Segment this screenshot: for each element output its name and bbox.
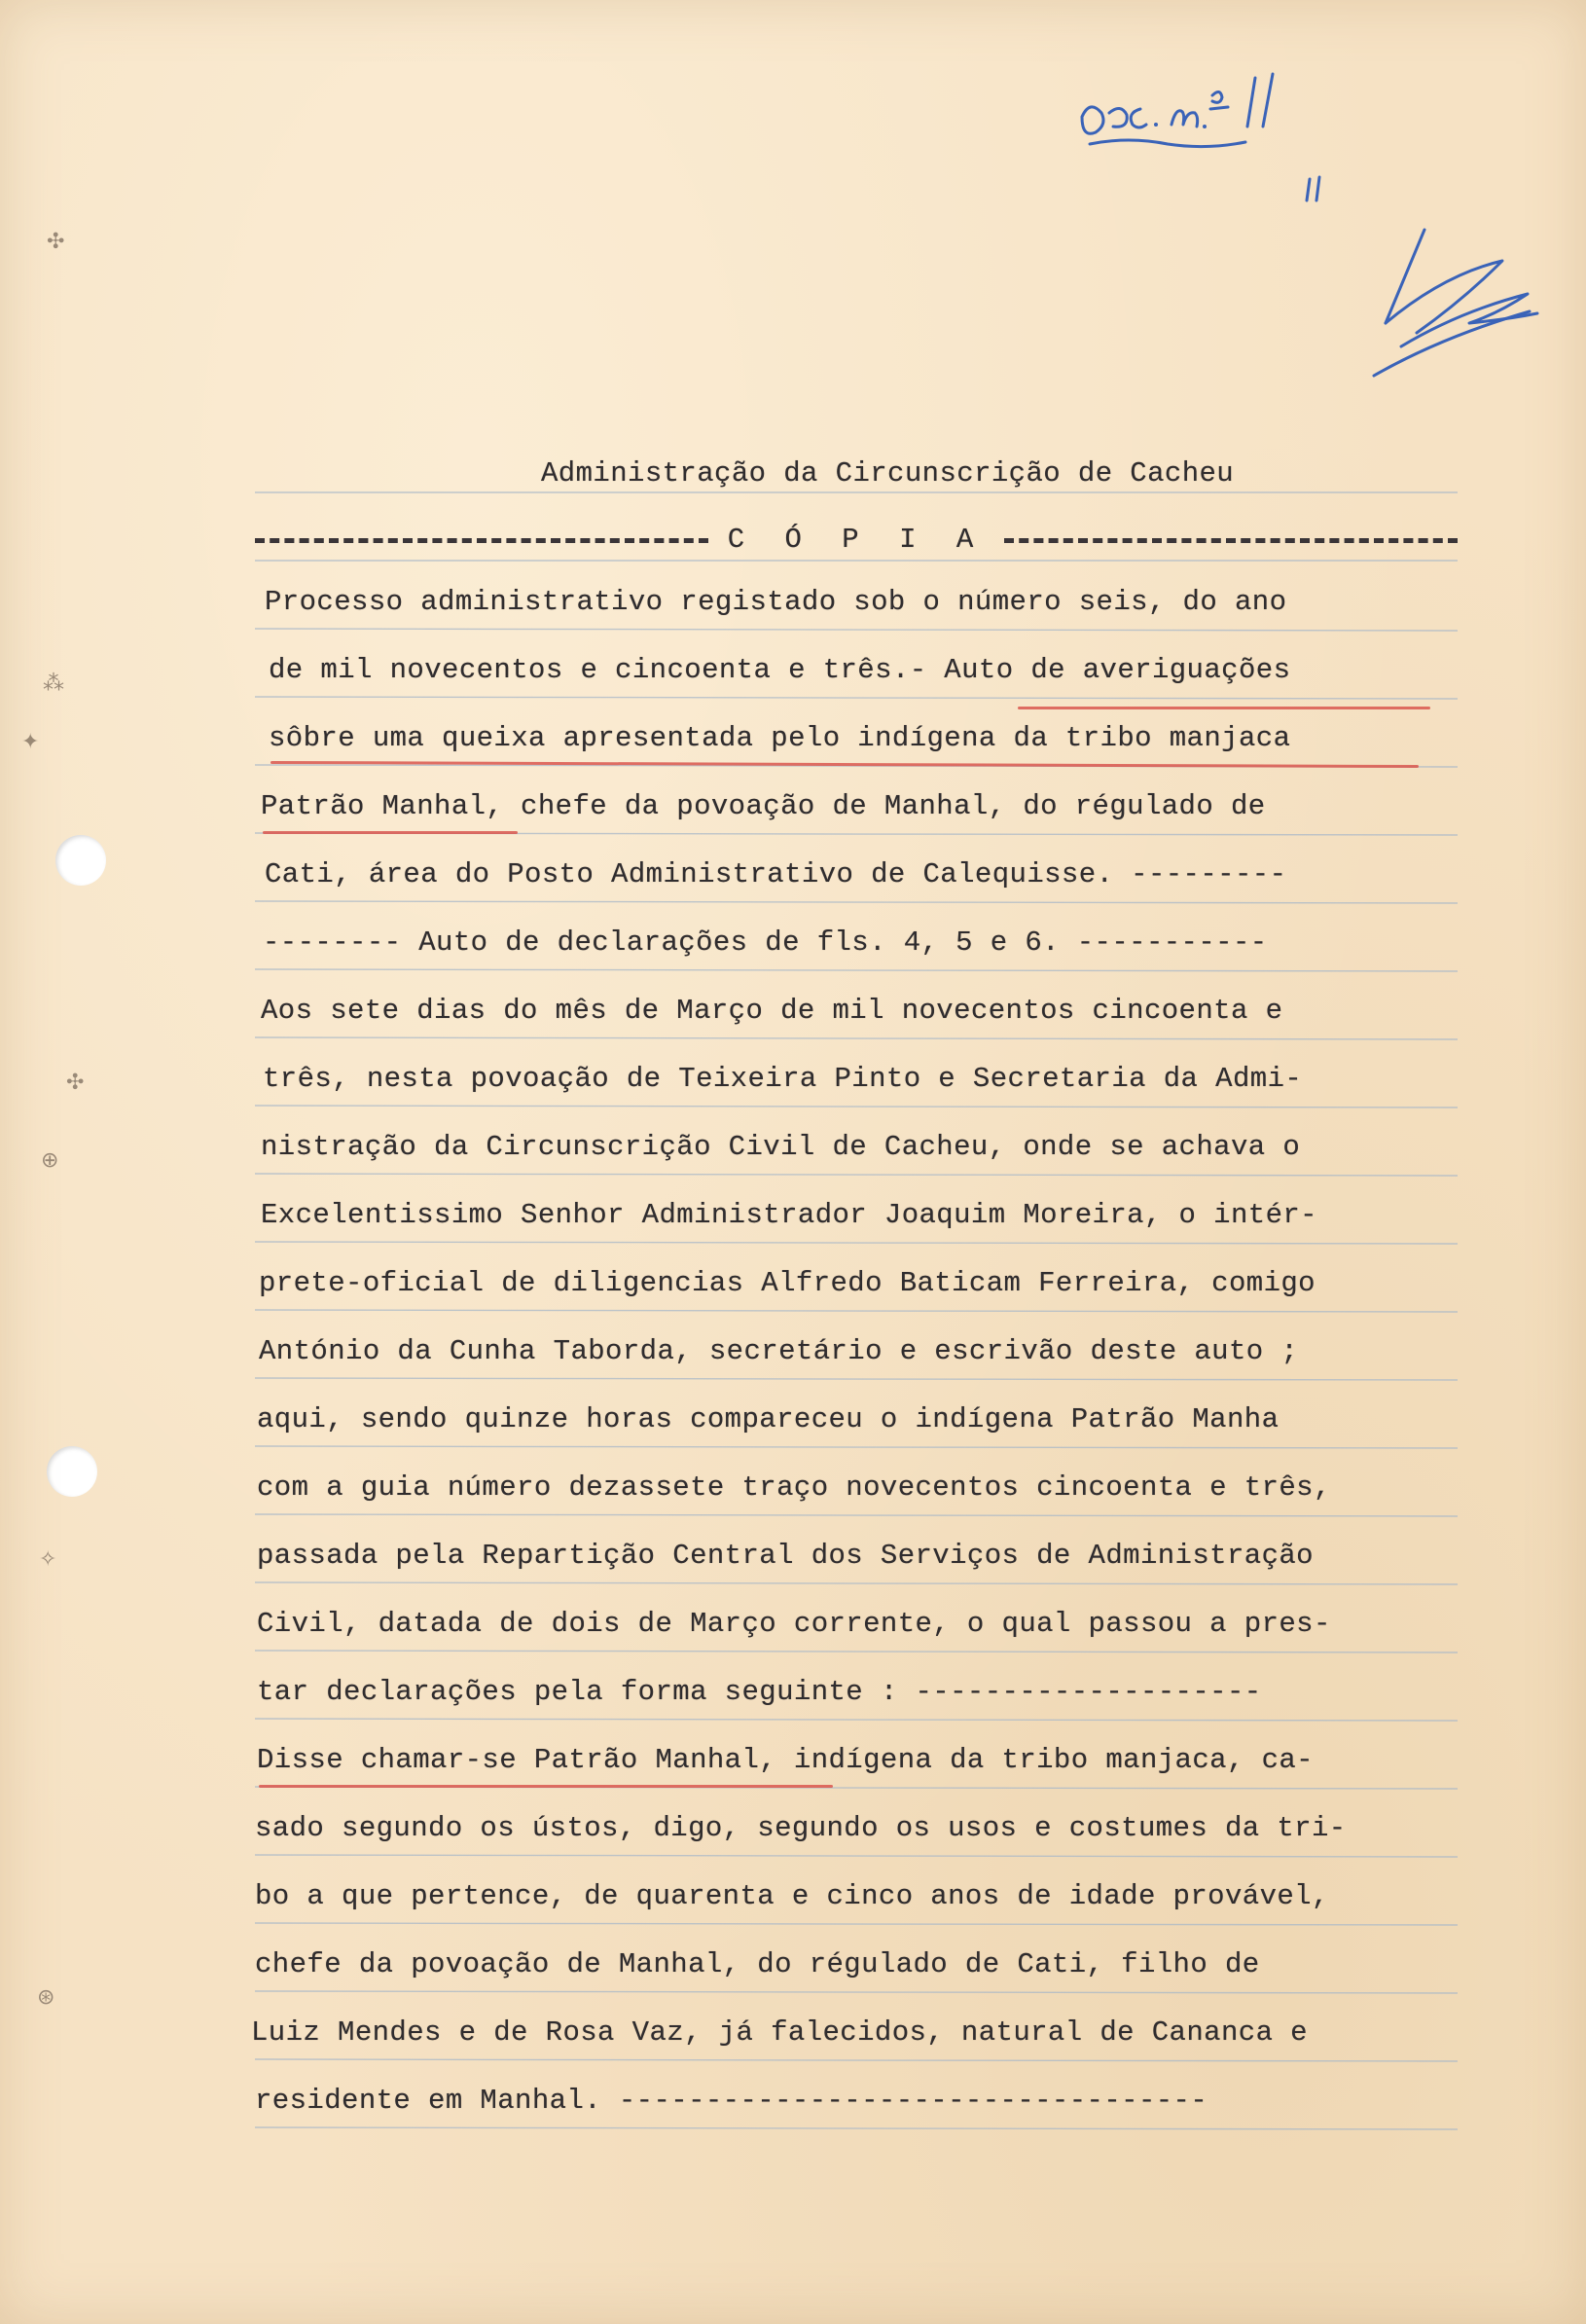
text-line-20: bo a que pertence, de quarenta e cinco anos de idade provável, [255, 1880, 1329, 1912]
text-line-18: Disse chamar-se Patrão Manhal, indígena da tribo manjaca, ca- [257, 1744, 1314, 1776]
text-line-12: António da Cunha Taborda, secretário e escrivão deste auto ; [259, 1335, 1299, 1367]
document-title: Administração da Circunscrição de Cacheu [541, 457, 1235, 490]
copy-label: C Ó P I A [727, 524, 986, 556]
text-line-23: residente em Manhal. ---------------------------------- [255, 2085, 1208, 2117]
text-line-14: com a guia número dezassete traço novecentos cincoenta e três, [257, 1471, 1331, 1504]
dash-rule [255, 538, 708, 543]
text-line-2: de mil novecentos e cincoenta e três.- Auto de averiguações [269, 654, 1291, 686]
margin-mark: ⁂ [43, 672, 64, 696]
text-line-11: prete-oficial de diligencias Alfredo Baticam Ferreira, comigo [259, 1267, 1316, 1299]
copy-label-row [255, 524, 1458, 557]
text-line-5: Cati, área do Posto Administrativo de Calequisse. --------- [265, 858, 1287, 890]
text-line-4: Patrão Manhal, chefe da povoação de Manhal, do régulado de [261, 790, 1266, 822]
text-line-3: sôbre uma queixa apresentada pelo indígena da tribo manjaca [269, 722, 1291, 754]
text-line-9: nistração da Circunscrição Civil de Cacheu, onde se achava o [261, 1131, 1301, 1163]
text-line-21: chefe da povoação de Manhal, do régulado de Cati, filho de [255, 1948, 1260, 1980]
margin-mark: ✧ [39, 1547, 57, 1572]
margin-mark: ✣ [47, 230, 65, 254]
text-line-15: passada pela Repartição Central dos Serviços de Administração [257, 1540, 1314, 1572]
dash-rule [1004, 538, 1458, 543]
text-line-13: aqui, sendo quinze horas compareceu o indígena Patrão Manha [257, 1403, 1280, 1435]
red-underline [270, 761, 1419, 768]
margin-mark: ✣ [66, 1071, 85, 1095]
margin-mark: ⊛ [37, 1985, 55, 2010]
text-line-8: três, nesta povoação de Teixeira Pinto e Secretaria da Admi- [263, 1063, 1303, 1095]
margin-mark: ✦ [21, 730, 40, 754]
margin-mark: ⊕ [41, 1148, 59, 1173]
text-line-7: Aos sete dias do mês de Março de mil novecentos cincoenta e [261, 995, 1283, 1027]
text-line-22: Luiz Mendes e de Rosa Vaz, já falecidos, natural de Cananca e [251, 2016, 1308, 2049]
red-underline [259, 1785, 833, 1788]
red-underline [263, 831, 518, 834]
text-line-19: sado segundo os ústos, digo, segundo os usos e costumes da tri- [255, 1812, 1347, 1844]
red-underline [1018, 707, 1430, 709]
text-line-6: -------- Auto de declarações de fls. 4, 5 e 6. ----------- [263, 926, 1268, 959]
text-line-10: Excelentissimo Senhor Administrador Joaquim Moreira, o intér- [261, 1199, 1317, 1231]
text-line-1: Processo administrativo registado sob o número seis, do ano [265, 586, 1287, 618]
text-line-16: Civil, datada de dois de Março corrente, o qual passou a pres- [257, 1608, 1331, 1640]
text-line-17: tar declarações pela forma seguinte : -------------------- [257, 1676, 1262, 1708]
